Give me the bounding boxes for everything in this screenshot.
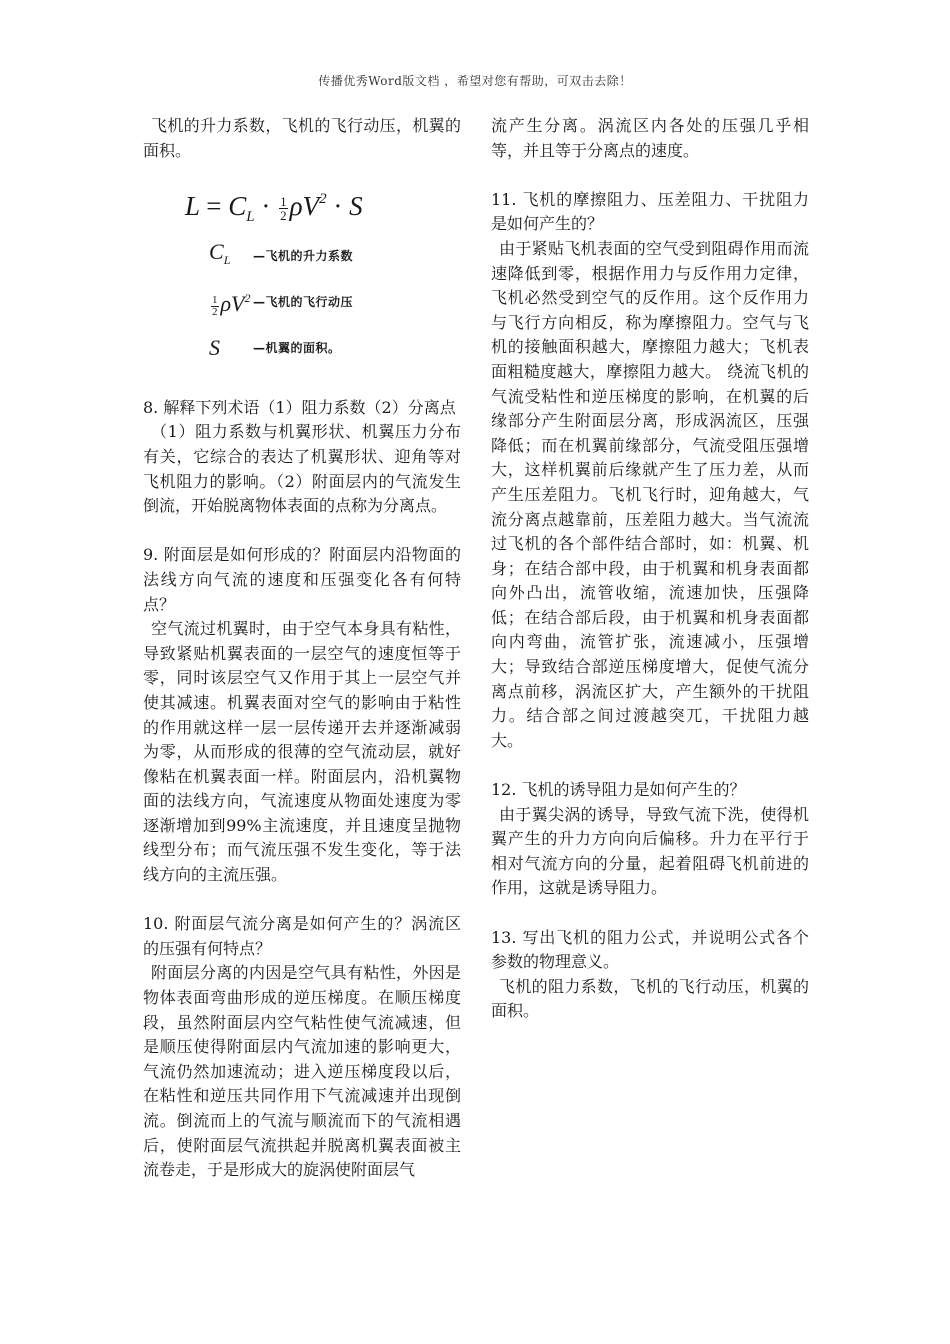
formula-C-sub: L bbox=[246, 209, 255, 226]
question-10-answer: 附面层分离的内因是空气具有粘性，外因是物体表面弯曲形成的逆压梯度。在顺压梯度段，虽然附面层内空气粘性使气流减速，但是顺压使得附面层内气流加速的影响更大，气流仍然加速流动；进入逆压梯度段以后，在粘性和逆压共同作用下气流减速并出现倒流。倒流而上的气流与顺流而下的气流相遇后，使附面层气流拱起并脱离机翼表面被主流卷走，于是形成大的旋涡使附面层气 bbox=[143, 963, 461, 1180]
question-12-answer: 由于翼尖涡的诱导，导致气流下洗，使得机翼产生的升力方向向后偏移。升力在平行于相对气流方向的分量，起着阻碍飞机前进的作用，这就是诱导阻力。 bbox=[491, 804, 809, 898]
formula-rho: ρ bbox=[289, 191, 303, 222]
formula-equals: = bbox=[206, 191, 222, 222]
question-13-title: 13. 写出飞机的阻力公式，并说明公式各个参数的物理意义。 bbox=[491, 927, 809, 972]
formula-half bbox=[279, 195, 288, 222]
formula-half-den: 2 bbox=[280, 208, 287, 224]
legend-row bbox=[209, 279, 461, 325]
legend-C: C bbox=[209, 238, 224, 264]
formula-C: C bbox=[228, 191, 247, 222]
left-column bbox=[143, 114, 461, 1183]
right-column bbox=[491, 114, 809, 1024]
legend-symbol-CL bbox=[209, 240, 253, 273]
legend-half-den: 2 bbox=[212, 305, 218, 318]
legend-symbol-pressure bbox=[209, 286, 253, 317]
formula-S: S bbox=[349, 191, 363, 222]
legend-desc: —飞机的飞行动压 bbox=[253, 294, 354, 309]
legend-C-sub: L bbox=[223, 252, 231, 267]
question-10-title: 10. 附面层气流分离是如何产生的？涡流区的压强有何特点？ bbox=[143, 914, 461, 958]
legend-row bbox=[209, 325, 461, 371]
formula-dot: · bbox=[333, 191, 343, 222]
legend-desc: —飞机的升力系数 bbox=[253, 248, 354, 263]
legend-rhoV: ρV bbox=[220, 291, 245, 317]
formula-legend bbox=[209, 233, 461, 371]
legend-half bbox=[211, 295, 219, 318]
question-9-title: 9. 附面层是如何形成的？附面层内沿物面的法线方向气流的速度和压强变化各有何特点？ bbox=[143, 545, 461, 614]
lift-formula bbox=[185, 175, 461, 226]
question-8-title: 8. 解释下列术语（1）阻力系数（2）分离点 bbox=[143, 397, 456, 417]
question-10-answer-continued: 流产生分离。涡流区内各处的压强几乎相等，并且等于分离点的速度。 bbox=[491, 116, 809, 160]
legend-V-sup: 2 bbox=[244, 291, 251, 306]
legend-row bbox=[209, 233, 461, 279]
legend-half-num: 1 bbox=[212, 293, 218, 306]
question-8-answer: （1）阻力系数与机翼形状、机翼压力分布有关，它综合的表达了机翼形状、迎角等对飞机阻力的影响。（2）附面层内的气流发生倒流，开始脱离物体表面的点称为分离点。 bbox=[143, 422, 461, 516]
page-header: 传播优秀Word版文档 ，希望对您有帮助，可双击去除！ bbox=[318, 74, 632, 88]
question-12-title: 12. 飞机的诱导阻力是如何产生的？ bbox=[491, 780, 746, 800]
question-9-answer: 空气流过机翼时，由于空气本身具有粘性，导致紧贴机翼表面的一层空气的速度恒等于零，同时该层空气又作用于其上一层空气并使其减速。机翼表面对空气的影响由于粘性的作用就这样一层一层传递开去并逐渐减弱为零，从而形成的很薄的空气流动层，就好像粘在机翼表面一样。附面层内，沿机翼物面的法线方向，气流速度从物面处速度为零逐渐增加到99%主流速度，并且速度呈抛物线型分布；而气流压强不发生变化，等于法线方向的主流压强。 bbox=[143, 619, 461, 885]
question-11-title: 11. 飞机的摩擦阻力、压差阻力、干扰阻力是如何产生的？ bbox=[491, 189, 809, 234]
formula-L: L bbox=[185, 191, 200, 222]
legend-desc: —机翼的面积。 bbox=[253, 340, 341, 355]
question-11-answer: 由于紧贴飞机表面的空气受到阻碍作用而流速降低到零，根据作用力与反作用力定律，飞机必然受到空气的反作用。这个反作用力与飞行方向相反，称为摩擦阻力。空气与飞机的接触面积越大，摩擦阻力越大；飞机表面粗糙度越大，摩擦阻力越大。 绕流飞机的气流受粘性和逆压梯度的影响，在机翼的后缘部分产生附面层分离，形成涡流区，压强降低；而在机翼前缘部分，气流受阻压强增大，这样机翼前后缘就产生了压力差，从而产生压差阻力。飞机飞行时，迎角越大，气流分离点越靠前，压差阻力越大。当气流流过飞机的各个部件结合部时，如：机翼、机身；在结合部中段，由于机翼和机身表面都向外凸出，流管收缩，流速加快，压强降低；在结合部后段，由于机翼和机身表面都向内弯曲，流管扩张，流速减小，压强增大；导致结合部逆压梯度增大，促使气流分离点前移，涡流区扩大，产生额外的干扰阻力。结合部之间过渡越突兀，干扰阻力越大。 bbox=[491, 238, 809, 750]
formula-V-sup: 2 bbox=[319, 191, 327, 208]
formula-half-num: 1 bbox=[280, 194, 287, 210]
formula-dot: · bbox=[261, 191, 271, 222]
question-13-answer: 飞机的阻力系数，飞机的飞行动压，机翼的面积。 bbox=[491, 976, 809, 1021]
formula-V: V bbox=[302, 191, 320, 222]
legend-symbol-S: S bbox=[209, 334, 220, 360]
formula-intro: 飞机的升力系数，飞机的飞行动压，机翼的面积。 bbox=[143, 116, 461, 160]
